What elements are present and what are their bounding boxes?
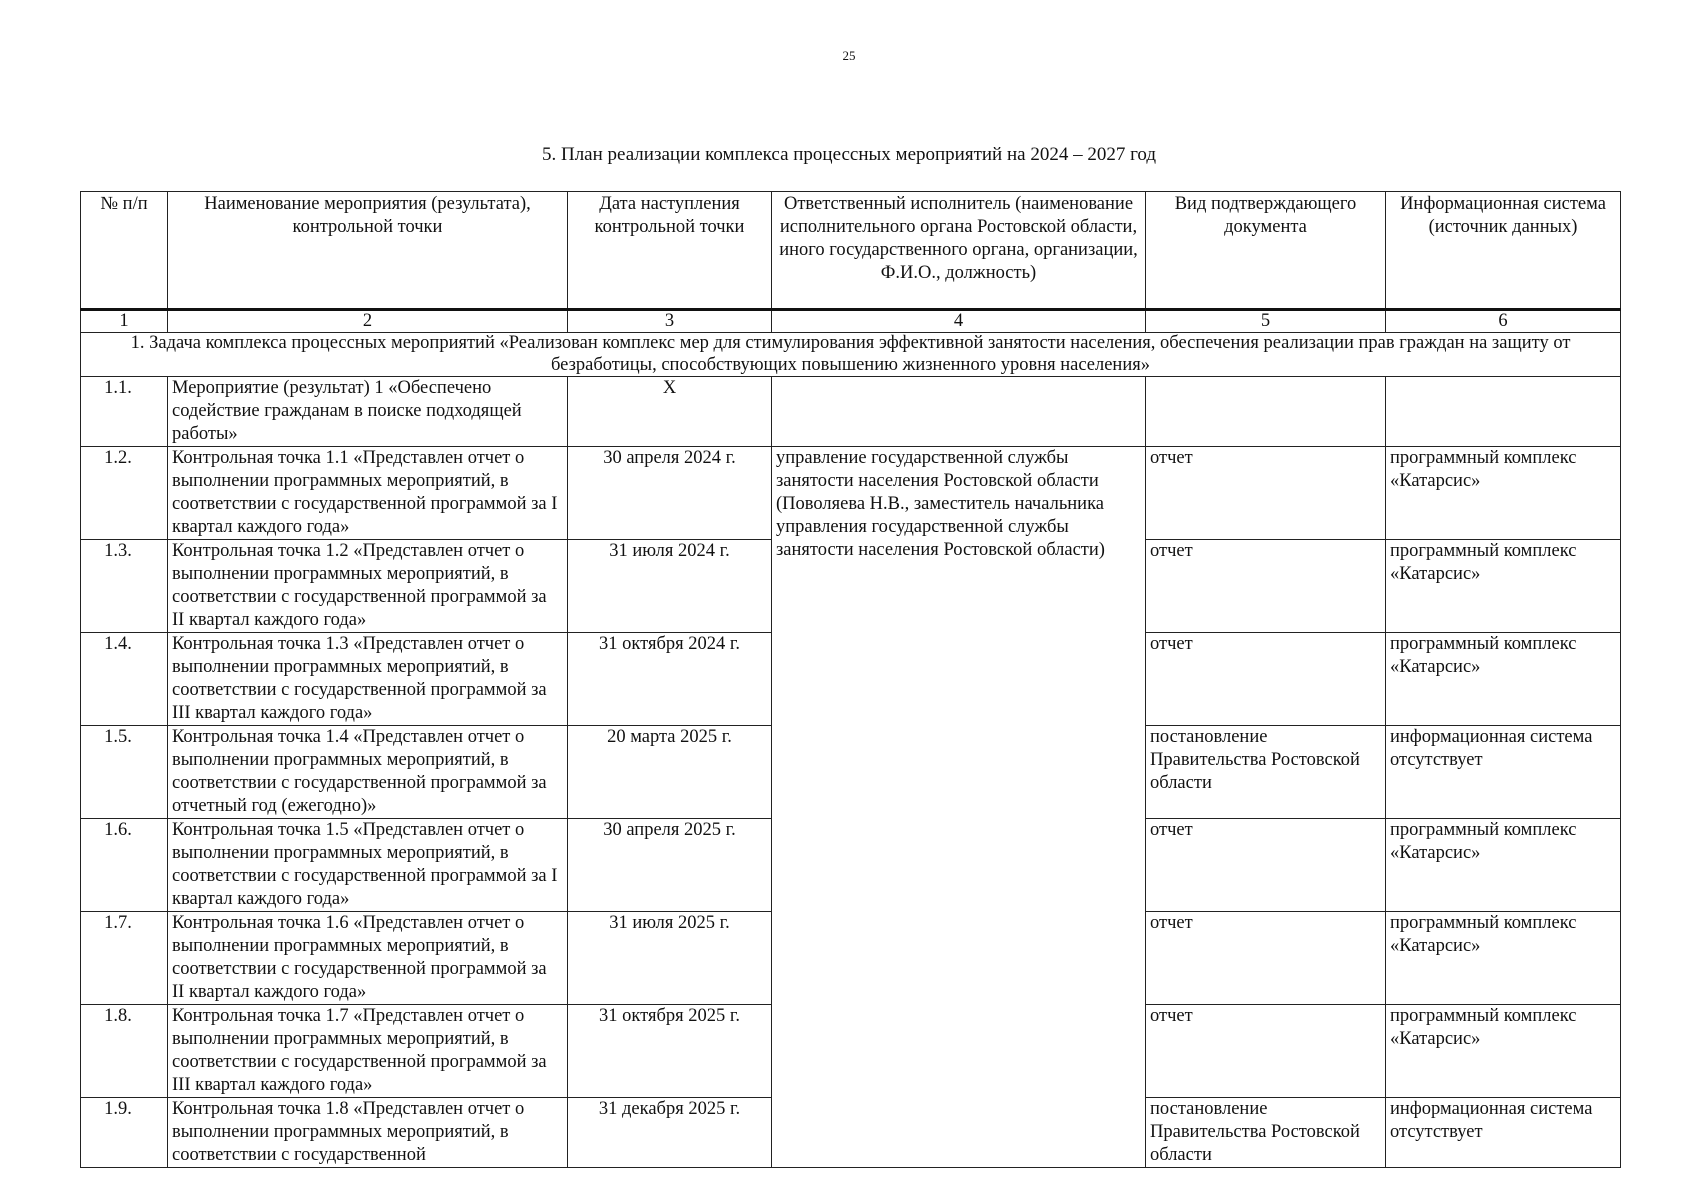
row-responsible: [772, 377, 1146, 447]
row-date: 31 декабря 2025 г.: [568, 1098, 772, 1168]
row-name: Контрольная точка 1.2 «Представлен отчет о выполнении программных мероприятий, в соответствии с государственной программой за II квартал каждого года»: [168, 540, 568, 633]
row-system: программный комплекс «Катарсис»: [1386, 633, 1621, 726]
table-row: [81, 377, 1621, 447]
header-name: Наименование мероприятия (результата), контрольной точки: [168, 192, 568, 310]
row-name: Контрольная точка 1.3 «Представлен отчет о выполнении программных мероприятий, в соответствии с государственной программой за III квартал каждого года»: [168, 633, 568, 726]
row-date: 31 октября 2025 г.: [568, 1005, 772, 1098]
row-date: 30 апреля 2025 г.: [568, 819, 772, 912]
header-system: Информационная система (источник данных): [1386, 192, 1621, 310]
row-system: информационная система отсутствует: [1386, 1098, 1621, 1168]
row-document: отчет: [1146, 1005, 1386, 1098]
row-document: постановление Правительства Ростовской области: [1146, 1098, 1386, 1168]
row-number: 1.7.: [81, 912, 168, 1005]
row-number: 1.8.: [81, 1005, 168, 1098]
row-name: Контрольная точка 1.4 «Представлен отчет о выполнении программных мероприятий, в соответствии с государственной программой за отчетный год (ежегодно)»: [168, 726, 568, 819]
row-system: программный комплекс «Катарсис»: [1386, 819, 1621, 912]
row-document: отчет: [1146, 540, 1386, 633]
row-date: 30 апреля 2024 г.: [568, 447, 772, 540]
row-number: 1.2.: [81, 447, 168, 540]
column-number: 5: [1146, 310, 1386, 333]
row-name: Контрольная точка 1.5 «Представлен отчет о выполнении программных мероприятий, в соответствии с государственной программой за I квартал каждого года»: [168, 819, 568, 912]
row-number: 1.9.: [81, 1098, 168, 1168]
plan-table: [80, 191, 1621, 1168]
row-system: [1386, 377, 1621, 447]
column-number: 4: [772, 310, 1146, 333]
header-date: Дата наступления контрольной точки: [568, 192, 772, 310]
column-number: 2: [168, 310, 568, 333]
column-number: 6: [1386, 310, 1621, 333]
row-responsible: управление государственной службы занятости населения Ростовской области (Поволяева Н.В., заместитель начальника управления государственной службы занятости населения Ростовской области): [772, 447, 1146, 1168]
row-document: отчет: [1146, 912, 1386, 1005]
row-system: программный комплекс «Катарсис»: [1386, 1005, 1621, 1098]
row-document: отчет: [1146, 447, 1386, 540]
document-title: 5. План реализации комплекса процессных мероприятий на 2024 – 2027 год: [541, 144, 1157, 165]
row-name: Мероприятие (результат) 1 «Обеспечено содействие гражданам в поиске подходящей работы»: [168, 377, 568, 447]
row-document: [1146, 377, 1386, 447]
row-system: информационная система отсутствует: [1386, 726, 1621, 819]
column-number: 1: [81, 310, 168, 333]
page-number: 25: [842, 48, 856, 63]
row-date: 31 июля 2024 г.: [568, 540, 772, 633]
header-responsible: Ответственный исполнитель (наименование исполнительного органа Ростовской области, иного государственного органа, организации, Ф.И.О., должность): [772, 192, 1146, 310]
row-number: 1.6.: [81, 819, 168, 912]
task-title: 1. Задача комплекса процессных мероприятий «Реализован комплекс мер для стимулирования эффективной занятости населения, обеспечения реализации прав граждан на защиту от безработицы, способствующих повышению жизненного уровня населения»: [81, 333, 1621, 377]
row-name: Контрольная точка 1.8 «Представлен отчет о выполнении программных мероприятий, в соответствии с государственной: [168, 1098, 568, 1168]
row-name: Контрольная точка 1.6 «Представлен отчет о выполнении программных мероприятий, в соответствии с государственной программой за II квартал каждого года»: [168, 912, 568, 1005]
row-document: постановление Правительства Ростовской области: [1146, 726, 1386, 819]
row-name: Контрольная точка 1.1 «Представлен отчет о выполнении программных мероприятий, в соответствии с государственной программой за I квартал каждого года»: [168, 447, 568, 540]
row-system: программный комплекс «Катарсис»: [1386, 540, 1621, 633]
row-system: программный комплекс «Катарсис»: [1386, 912, 1621, 1005]
column-number: 3: [568, 310, 772, 333]
row-document: отчет: [1146, 633, 1386, 726]
row-number: 1.4.: [81, 633, 168, 726]
table-row: [81, 447, 1621, 540]
header-number: № п/п: [81, 192, 168, 310]
row-number: 1.1.: [81, 377, 168, 447]
column-numbers-row: [81, 310, 1621, 333]
row-date: X: [568, 377, 772, 447]
row-system: программный комплекс «Катарсис»: [1386, 447, 1621, 540]
task-row: [81, 333, 1621, 377]
header-document: Вид подтверждающего документа: [1146, 192, 1386, 310]
row-number: 1.3.: [81, 540, 168, 633]
row-name: Контрольная точка 1.7 «Представлен отчет о выполнении программных мероприятий, в соответствии с государственной программой за III квартал каждого года»: [168, 1005, 568, 1098]
row-date: 20 марта 2025 г.: [568, 726, 772, 819]
row-number: 1.5.: [81, 726, 168, 819]
table-header-row: [81, 192, 1621, 310]
row-date: 31 октября 2024 г.: [568, 633, 772, 726]
row-date: 31 июля 2025 г.: [568, 912, 772, 1005]
row-document: отчет: [1146, 819, 1386, 912]
